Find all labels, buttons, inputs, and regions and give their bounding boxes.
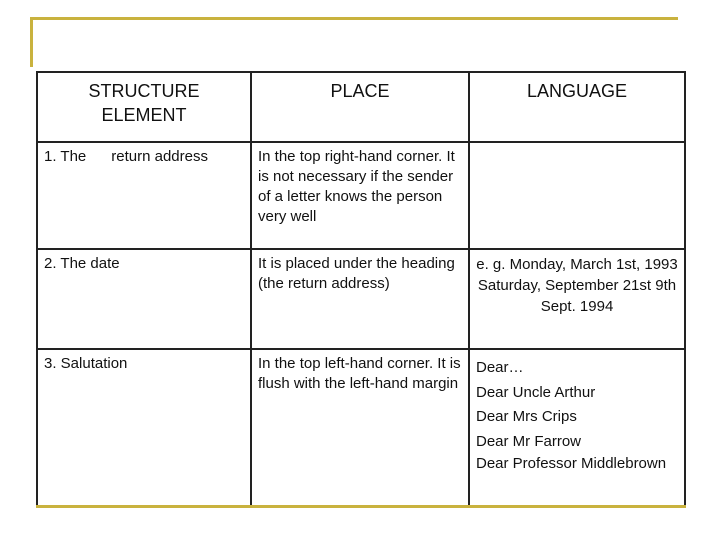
header-language: LANGUAGE: [469, 72, 685, 142]
salutation-example: Dear Professor Middlebrown: [476, 455, 667, 472]
decorative-left-line: [30, 17, 33, 67]
row-3-language: [469, 349, 685, 506]
letter-structure-table: [36, 71, 686, 508]
salutation-example: Dear Uncle Arthur: [476, 383, 596, 401]
row-2-place: It is placed under the heading (the return address): [251, 249, 469, 349]
salutation-example: Dear Mrs Crips: [476, 408, 577, 425]
table-row: [37, 142, 685, 249]
letter-structure-table-container: [36, 71, 684, 505]
row-3-element: 3. Salutation: [37, 349, 251, 506]
table-row: [37, 249, 685, 349]
table-header-row: [37, 72, 685, 142]
header-structure-element: STRUCTURE ELEMENT: [37, 72, 251, 142]
row-1-language: [469, 142, 685, 249]
decorative-top-line: [30, 17, 678, 20]
header-place: PLACE: [251, 72, 469, 142]
row-3-place: In the top left-hand corner. It is flush with the left-hand margin: [251, 349, 469, 506]
table-row: [37, 349, 685, 506]
row-2-element: 2. The date: [37, 249, 251, 349]
salutation-example: Dear Mr Farrow: [476, 432, 582, 450]
row-1-element: 1. The return address: [37, 142, 251, 249]
row-2-language: e. g. Monday, March 1st, 1993 Saturday, September 21st 9th Sept. 1994: [469, 249, 685, 349]
row-1-place: In the top right-hand corner. It is not necessary if the sender of a letter knows the person very well: [251, 142, 469, 249]
salutation-example: Dear…: [476, 359, 524, 376]
